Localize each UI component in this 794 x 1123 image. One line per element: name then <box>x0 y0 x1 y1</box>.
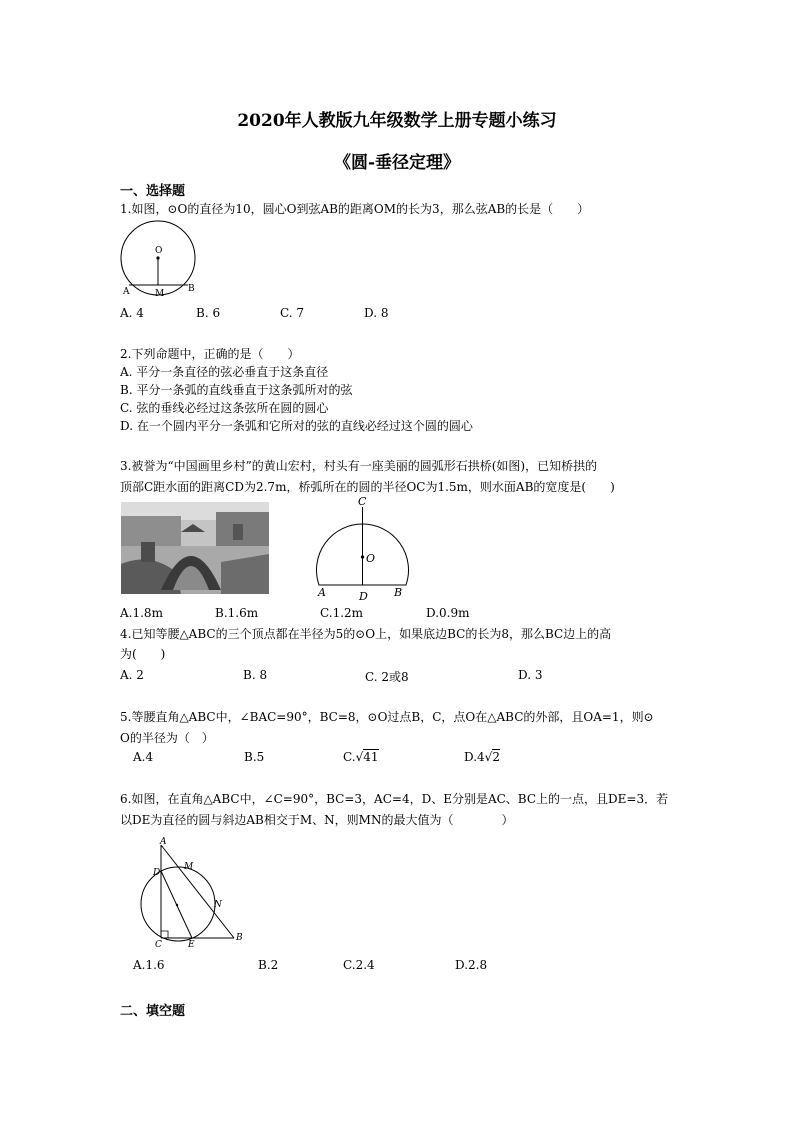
q2-choice-d: D. 在一个圆内平分一条弧和它所对的弦的直线必经过这个圆的圆心 <box>120 419 473 433</box>
q5-option-d-radicand: 2 <box>492 750 500 764</box>
bridge-photo-drawing <box>121 502 269 594</box>
q5-option-c-sqrt: √41 <box>355 750 379 764</box>
q6-circle-center <box>176 904 178 906</box>
q4-option-b: B. 8 <box>243 668 268 682</box>
q5-option-b: B.5 <box>244 750 265 764</box>
question-3-line-2: 顶部C距水面的距离CD为2.7m，桥弧所在的圆的半径OC为1.5m，则水面AB的宽度是( ) <box>120 480 615 494</box>
question-2-text: 2.下列命题中，正确的是（ ） <box>120 347 300 361</box>
q3-center-point <box>361 555 364 558</box>
q6-label-m: M <box>184 862 194 872</box>
question-4-line-1: 4.已知等腰△ABC的三个顶点都在半径为5的⊙O上，如果底边BC的长为8，那么BC边上的高 <box>120 627 612 641</box>
q2-choice-c: C. 弦的垂线必经过这条弦所在圆的圆心 <box>120 401 329 415</box>
q1-label-o: O <box>155 246 163 256</box>
q3-option-a: A.1.8m <box>120 606 163 620</box>
q4-option-a: A. 2 <box>120 668 144 682</box>
q3-label-b: B <box>394 586 403 599</box>
q1-option-d: D. 8 <box>364 306 389 320</box>
q3-label-d: D <box>359 590 368 602</box>
q6-label-d: D <box>153 868 161 878</box>
q6-option-c: C.2.4 <box>343 958 375 972</box>
q3-option-d: D.0.9m <box>426 606 470 620</box>
q5-option-c-label: C. <box>343 750 356 764</box>
question-3-line-1: 3.被誉为“中国画里乡村”的黄山宏村，村头有一座美丽的圆弧形石拱桥(如图)，已知桥拱的 <box>120 459 598 473</box>
q6-option-d: D.2.8 <box>455 958 488 972</box>
q3-label-o: O <box>366 552 376 565</box>
q5-option-d-label: D.4 <box>464 750 485 764</box>
q5-option-d <box>464 750 500 764</box>
q1-option-b: B. 6 <box>196 306 221 320</box>
document-title: 2020年人教版九年级数学上册专题小练习 <box>237 111 557 131</box>
question-3-figure <box>305 494 415 602</box>
q5-option-c <box>343 750 379 764</box>
q1-option-c: C. 7 <box>280 306 305 320</box>
q1-center-point <box>156 256 159 259</box>
bridge-photo <box>121 502 269 594</box>
q6-hypotenuse-ab <box>161 845 234 938</box>
question-6-figure <box>130 834 250 950</box>
q3-label-a: A <box>318 586 326 599</box>
q2-choice-b: B. 平分一条弧的直线垂直于这条弧所对的弦 <box>120 383 353 397</box>
q1-label-a: A <box>123 287 130 297</box>
section-heading-choice: 一、选择题 <box>120 184 186 199</box>
q5-option-d-sqrt: √2 <box>484 750 500 764</box>
question-6-line-1: 6.如图，在直角△ABC中，∠C=90°，BC=3，AC=4，D、E分别是AC、BC上的一点，且DE=3．若 <box>120 792 669 806</box>
q5-option-c-radicand: 41 <box>363 750 379 764</box>
section-heading-fill-in: 二、填空题 <box>120 1004 186 1019</box>
q6-label-e: E <box>188 940 195 950</box>
question-1-text: 1.如图，⊙O的直径为10，圆心O到弦AB的距离OM的长为3，那么弦AB的长是（ ） <box>120 202 590 216</box>
q3-option-b: B.1.6m <box>215 606 259 620</box>
q2-choice-a: A. 平分一条直径的弦必垂直于这条直径 <box>120 365 329 379</box>
q4-option-d: D. 3 <box>518 668 543 682</box>
q6-label-n: N <box>214 900 222 910</box>
question-4-line-2: 为( ) <box>120 647 166 661</box>
q6-circle <box>141 867 215 941</box>
question-5-line-1: 5.等腰直角△ABC中，∠BAC=90°，BC=8，⊙O过点B，C，点O在△ABC的外部，且OA=1，则⊙ <box>120 710 654 724</box>
q1-label-b: B <box>188 284 195 294</box>
q6-option-b: B.2 <box>258 958 279 972</box>
question-1-figure <box>115 220 205 302</box>
q1-option-a: A. 4 <box>120 306 144 320</box>
question-6-line-2: 以DE为直径的圆与斜边AB相交于M、N，则MN的最大值为（ ） <box>120 813 514 827</box>
q6-label-c: C <box>155 940 162 950</box>
question-5-line-2: O的半径为（ ） <box>120 731 214 745</box>
q1-label-m: M <box>155 289 165 299</box>
document-subtitle: 《圆-垂径定理》 <box>333 153 461 173</box>
q4-option-c: C. 2或8 <box>365 670 409 684</box>
q6-label-b: B <box>236 933 243 943</box>
q6-label-a: A <box>160 837 167 847</box>
q3-option-c: C.1.2m <box>320 606 364 620</box>
q5-option-a: A.4 <box>133 750 154 764</box>
q3-label-c: C <box>358 495 367 508</box>
q6-option-a: A.1.6 <box>133 958 165 972</box>
